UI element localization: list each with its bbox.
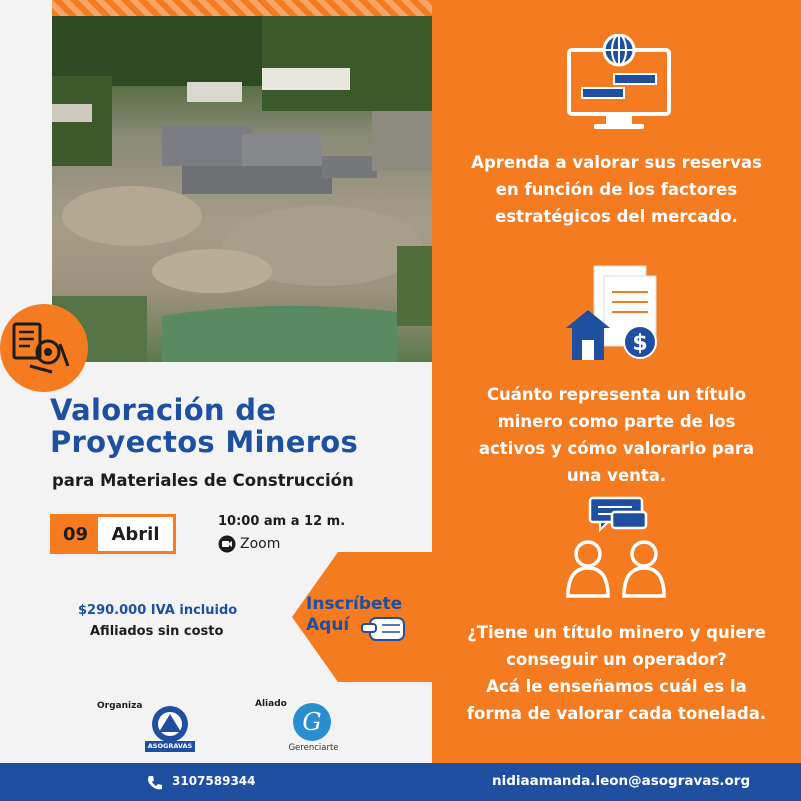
event-date [50,514,176,554]
contact-email[interactable]: nidiaamanda.leon@asogravas.org [492,773,751,789]
benefit-2-line-4: una venta. [566,466,667,485]
organizer-label: Organiza [97,701,143,711]
svg-text:$: $ [632,331,648,356]
event-month: Abril [111,523,160,545]
benefit-3-line-2: conseguir un operador? [506,650,727,669]
benefit-3-text [432,619,801,727]
benefit-1-line-1: Aprenda a valorar sus reservas [471,153,762,172]
gerenciarte-name: Gerenciarte [288,743,339,753]
conversation-icon [560,496,672,598]
event-title [50,394,358,458]
platform-name: Zoom [240,536,281,552]
register-line-2[interactable]: Aquí [306,615,350,635]
benefit-1-text [432,149,801,230]
benefit-3-line-1: ¿Tiene un título minero y quiere [467,623,766,642]
affiliates-note: Afiliados sin costo [90,624,224,639]
property-value-icon [564,262,668,364]
contact-phone[interactable]: 3107589344 [172,774,256,788]
svg-text:G: G [302,708,322,736]
web-browser-icon [564,34,674,132]
benefit-1-line-3: estratégicos del mercado. [495,207,738,226]
analysis-icon-badge [0,304,88,392]
decorative-strip [52,0,432,16]
benefit-2-line-1: Cuánto representa un título [486,385,747,404]
analysis-icon [0,304,88,392]
benefit-2-line-2: minero como parte de los [497,412,736,431]
benefit-1-line-2: en función de los factores [495,180,738,199]
event-subtitle: para Materiales de Construcción [52,471,354,490]
benefit-2-text [432,381,801,489]
quarry-photo [52,16,432,362]
right-panel [432,0,801,763]
register-label[interactable] [306,594,428,636]
benefit-3-line-4: forma de valorar cada tonelada. [466,704,767,723]
title-line-1: Valoración de [50,393,277,427]
benefit-3-line-3: Acá le enseñamos cuál es la [486,677,747,696]
video-camera-icon [218,535,236,553]
gerenciarte-logo [292,702,332,742]
event-platform [218,535,280,553]
phone-icon [146,774,164,792]
contact-footer [0,763,801,801]
event-day: 09 [53,517,98,551]
register-button[interactable] [290,550,432,684]
event-price: $290.000 IVA incluido [78,603,238,618]
title-line-2: Proyectos Mineros [50,425,359,459]
register-line-1[interactable]: Inscríbete [306,594,403,614]
asogravas-name: ASOGRAVAS [145,741,195,752]
event-time: 10:00 am a 12 m. [218,514,346,529]
ally-label: Aliado [255,699,287,709]
benefit-2-line-3: activos y cómo valorarlo para [478,439,755,458]
